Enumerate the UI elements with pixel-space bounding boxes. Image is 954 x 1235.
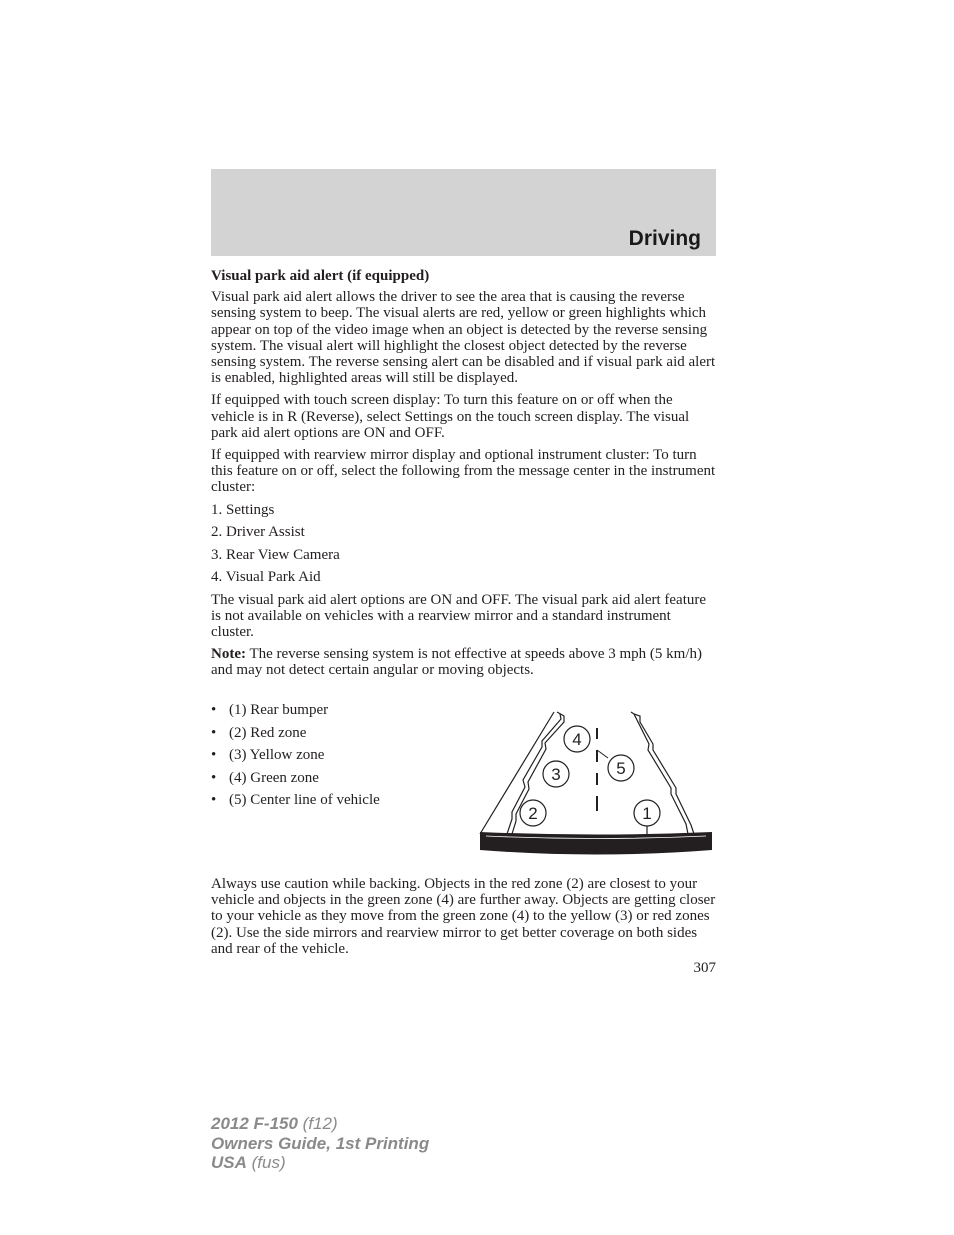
- list-item: [211, 792, 471, 808]
- note-text: The reverse sensing system is not effective at speeds above 3 mph (5 km/h) and may not detect certain angular or moving objects.: [211, 646, 702, 679]
- bullet-icon: •: [211, 769, 217, 786]
- legend-label: (2) Red zone: [229, 724, 307, 741]
- footer-model: 2012 F-150: [211, 1114, 298, 1133]
- callout-label-5: 5: [616, 759, 626, 778]
- legend-label: (4) Green zone: [229, 769, 319, 786]
- page-number: 307: [693, 960, 716, 976]
- footer-market: USA: [211, 1153, 247, 1172]
- footer-edition: Owners Guide, 1st Printing: [211, 1133, 430, 1153]
- section-header-band: [211, 169, 716, 256]
- bullet-icon: •: [211, 792, 217, 808]
- bullet-icon: •: [211, 747, 217, 763]
- main-content: [211, 268, 717, 685]
- step-item: 1. Settings: [211, 501, 275, 518]
- step-item: 4. Visual Park Aid: [211, 569, 321, 586]
- step-item: 2. Driver Assist: [211, 524, 305, 541]
- footer-model-code: (f12): [297, 1114, 338, 1133]
- note-label: Note:: [211, 646, 246, 663]
- note-paragraph: [211, 646, 717, 678]
- document-footer: [211, 1114, 429, 1173]
- callout-label-1: 1: [642, 804, 652, 823]
- legend-label: (5) Center line of vehicle: [229, 792, 380, 808]
- step-item: 3. Rear View Camera: [211, 546, 340, 563]
- content-heading: Visual park aid alert (if equipped): [211, 268, 430, 284]
- park-aid-diagram: [478, 710, 714, 858]
- callout-label-2: 2: [528, 804, 538, 823]
- legend-label: (3) Yellow zone: [229, 747, 325, 763]
- leader-line-5: [597, 750, 608, 758]
- paragraph-touch-screen: If equipped with touch screen display: To turn this feature on or off when the vehicle is in R (Reverse), select Settings on the touch screen display. The visual park aid alert options are ON and OFF.: [211, 392, 690, 441]
- list-item: [211, 747, 471, 763]
- callout-label-3: 3: [551, 765, 561, 784]
- footer-line-model: [211, 1114, 429, 1134]
- rear-bumper: [480, 832, 712, 855]
- paragraph-options: The visual park aid alert options are ON and OFF. The visual park aid alert feature is not available on vehicles with a rearview mirror and a standard instrument cluster.: [211, 591, 707, 641]
- list-item: [211, 770, 471, 786]
- bullet-icon: •: [211, 724, 217, 741]
- footer-line-market: [211, 1153, 429, 1173]
- bullet-icon: •: [211, 702, 217, 718]
- footer-line-edition: [211, 1134, 429, 1154]
- list-item: [211, 702, 471, 718]
- callout-label-4: 4: [572, 730, 582, 749]
- paragraph-intro: Visual park aid alert allows the driver to see the area that is causing the reverse sensing system to beep. The visual alerts are red, yellow or green highlights which appear on top of the video image when an object is detected by the reverse sensing system. The visual alert will highlight the closest object detected by the reverse sensing system. The reverse sensing alert can be disabled and if visual park aid alert is enabled, highlighted areas will still be displayed.: [211, 289, 716, 387]
- footer-market-code: (fus): [246, 1153, 286, 1172]
- paragraph-mirror-display: If equipped with rearview mirror display and optional instrument cluster: To turn this feature on or off, select the following from the message center in the instrument cluster:: [211, 447, 716, 496]
- closing-paragraph: Always use caution while backing. Objects in the red zone (2) are closest to your vehicle and objects in the green zone (4) are further away. Objects are getting closer to your vehicle as they move from the green zone (4) to the yellow (3) or red zones (2). Use the side mirrors and rearview mirror to get better coverage on both sides and rear of the vehicle.: [211, 876, 716, 957]
- list-item: [211, 725, 471, 741]
- legend-label: (1) Rear bumper: [229, 702, 329, 718]
- section-title: Driving: [628, 227, 701, 250]
- legend-list: [211, 702, 471, 815]
